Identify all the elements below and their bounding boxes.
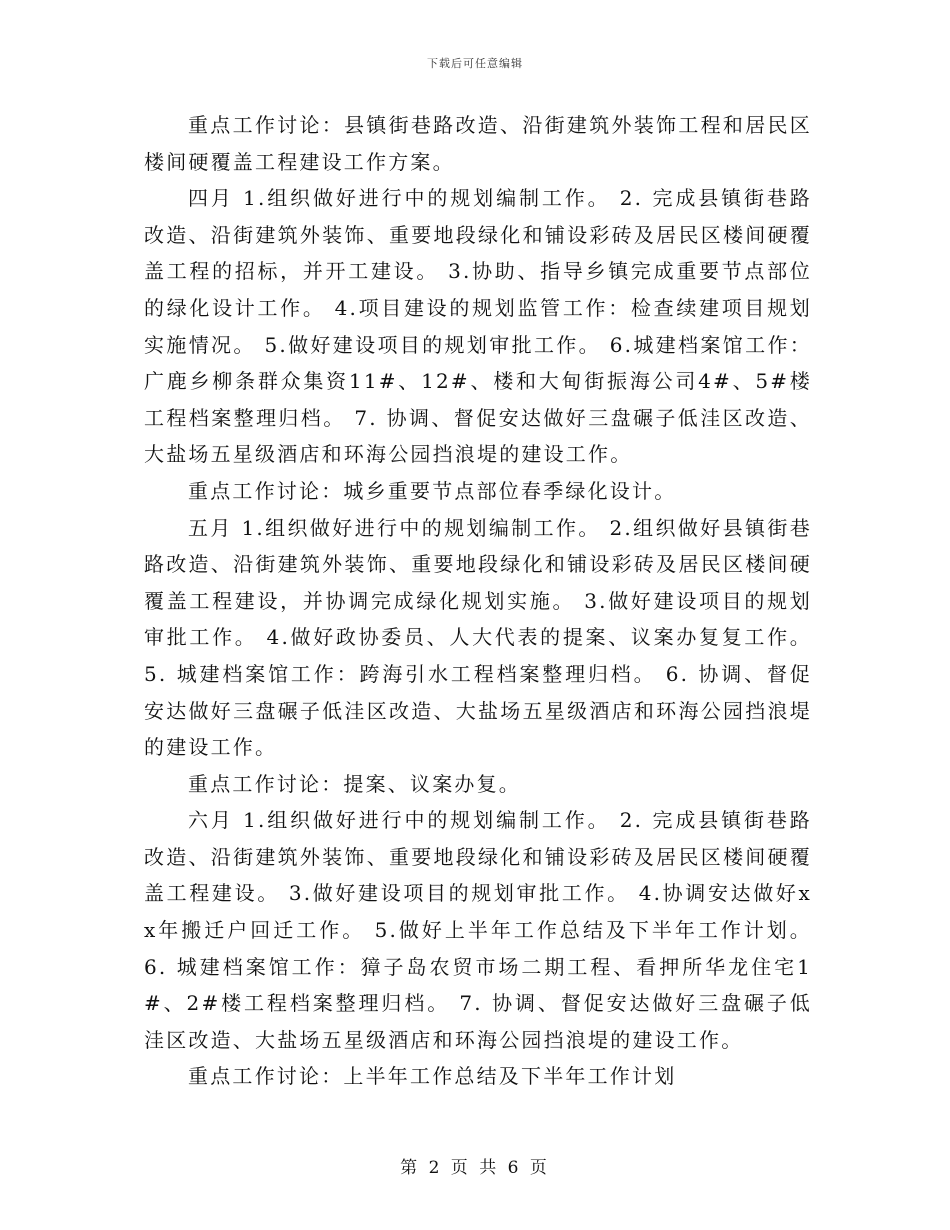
- page-number: 第 2 页 共 6 页: [400, 1158, 550, 1178]
- paragraph-april: 四月 1.组织做好进行中的规划编制工作。 2. 完成县镇街巷路改造、沿街建筑外装饰、重要地段绿化和铺设彩砖及居民区楼间硬覆盖工程的招标，并开工建设。 3.协助、指导乡镇完成重要节点部位的绿化设计工作。 4.项目建设的规划监管工作：检查续建项目规划实施情况。 5.做好建设项目的规划审批工作。 6.城建档案馆工作：广鹿乡柳条群众集资11#、12#、楼和大甸街振海公司4#、5#楼工程档案整理归档。 7. 协调、督促安达做好三盘碾子低洼区改造、大盐场五星级酒店和环海公园挡浪堤的建设工作。: [144, 186, 812, 467]
- paragraph-key-topic-2: 重点工作讨论：城乡重要节点部位春季绿化设计。: [188, 478, 677, 503]
- page-header-note: 下载后可任意编辑: [427, 57, 523, 70]
- document-body: [144, 107, 812, 1095]
- paragraph-may: 五月 1.组织做好进行中的规划编制工作。 2.组织做好县镇街巷路改造、沿街建筑外装饰、重要地段绿化和铺设彩砖及居民区楼间硬覆盖工程建设，并协调完成绿化规划实施。 3.做好建设项目的规划审批工作。 4.做好政协委员、人大代表的提案、议案办复复工作。 5. 城建档案馆工作：跨海引水工程档案整理归档。 6. 协调、督促安达做好三盘碾子低洼区改造、大盐场五星级酒店和环海公园挡浪堤的建设工作。: [144, 515, 812, 760]
- paragraph-key-topic-3: 重点工作讨论：提案、议案办复。: [188, 771, 521, 796]
- paragraph-key-topic-4: 重点工作讨论：上半年工作总结及下半年工作计划: [188, 1064, 677, 1089]
- paragraph-key-topic-1: 重点工作讨论：县镇街巷路改造、沿街建筑外装饰工程和居民区楼间硬覆盖工程建设工作方案。: [144, 113, 812, 174]
- paragraph-june: 六月 1.组织做好进行中的规划编制工作。 2. 完成县镇街巷路改造、沿街建筑外装饰、重要地段绿化和铺设彩砖及居民区楼间硬覆盖工程建设。 3.做好建设项目的规划审批工作。 4.协调安达做好xx年搬迁户回迁工作。 5.做好上半年工作总结及下半年工作计划。 6. 城建档案馆工作：獐子岛农贸市场二期工程、看押所华龙住宅1#、2#楼工程档案整理归档。 7. 协调、督促安达做好三盘碾子低洼区改造、大盐场五星级酒店和环海公园挡浪堤的建设工作。: [144, 808, 812, 1052]
